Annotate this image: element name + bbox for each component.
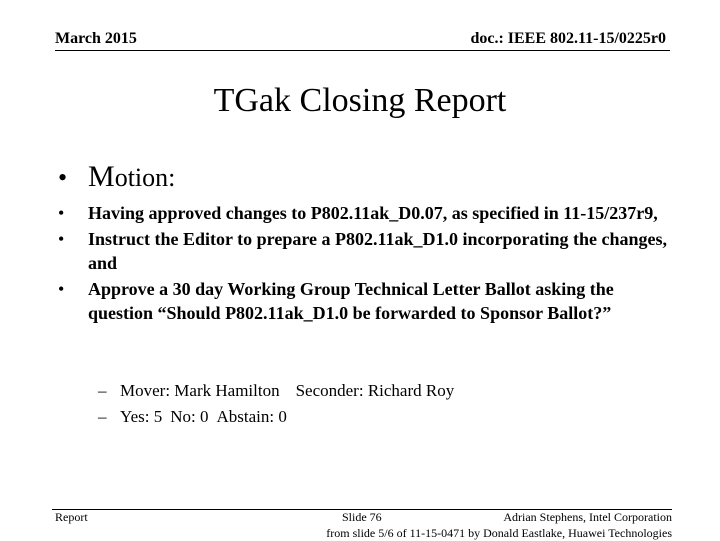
motion-bullet-list (58, 201, 668, 327)
bullet-text: Having approved changes to P802.11ak_D0.07, as specified in 11-15/237r9, (88, 203, 658, 223)
mover-text: Mover: Mark Hamilton (120, 381, 280, 400)
slide-number: Slide 76 (342, 510, 382, 524)
list-item (58, 277, 668, 325)
header-doc-id: doc.: IEEE 802.11-15/0225r0 (470, 30, 666, 47)
bullet-icon: • (58, 229, 65, 249)
seconder-text: Seconder: Richard Roy (295, 381, 455, 400)
motion-heading (58, 160, 175, 194)
list-item (58, 201, 668, 225)
vote-line (98, 404, 454, 430)
dash-icon: – (98, 381, 107, 400)
vote-abstain: Abstain: 0 (216, 407, 287, 426)
bullet-text: Instruct the Editor to prepare a P802.11ak_D1.0 incorporating the changes, and (88, 229, 667, 273)
slide-title: TGak Closing Report (213, 82, 507, 119)
bullet-icon: • (58, 163, 68, 192)
vote-details (98, 378, 454, 430)
header-divider (55, 50, 670, 51)
bullet-text: Approve a 30 day Working Group Technical Letter Ballot asking the question “Should P802.11ak_D1.0 be forwarded to Sponsor Ballot?” (88, 279, 614, 323)
motion-rest: otion: (114, 163, 176, 192)
bullet-icon: • (58, 279, 65, 299)
mover-line (98, 378, 454, 404)
list-item (58, 227, 668, 275)
header-date: March 2015 (55, 30, 137, 47)
footer-source: from slide 5/6 of 11-15-0471 by Donald Eastlake, Huawei Technologies (326, 526, 672, 540)
footer-author: Adrian Stephens, Intel Corporation (503, 510, 672, 524)
vote-no: No: 0 (170, 407, 209, 426)
motion-first-letter: M (88, 160, 115, 193)
dash-icon: – (98, 407, 107, 426)
footer-label: Report (55, 510, 88, 524)
vote-yes: Yes: 5 (120, 407, 163, 426)
bullet-icon: • (58, 203, 65, 223)
